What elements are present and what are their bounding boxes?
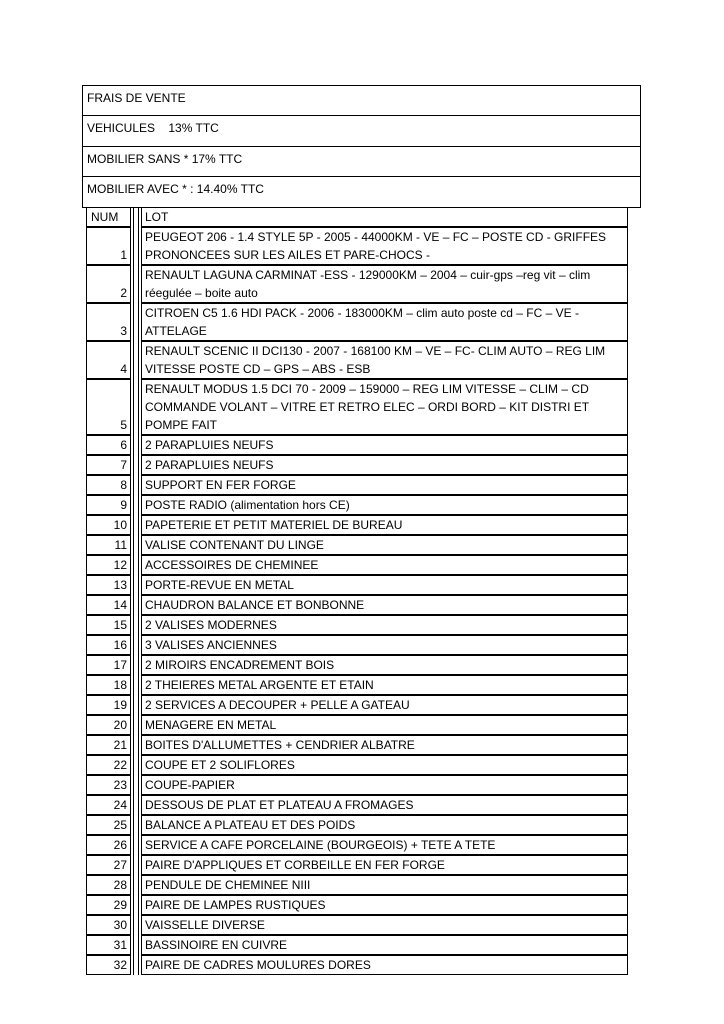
table-row <box>86 895 628 915</box>
lot-number: 25 <box>86 815 131 835</box>
fee-furniture-with: MOBILIER AVEC * : 14.40% TTC <box>87 181 264 196</box>
lot-description: POSTE RADIO (alimentation hors CE) <box>141 495 628 515</box>
table-row <box>86 655 628 675</box>
lot-number: 23 <box>86 775 131 795</box>
lot-description: BOITES D'ALLUMETTES + CENDRIER ALBATRE <box>141 735 628 755</box>
lot-number: 17 <box>86 655 131 675</box>
lot-number: 11 <box>86 535 131 555</box>
table-row <box>86 515 628 535</box>
table-row <box>86 715 628 735</box>
lot-number: 2 <box>86 265 131 303</box>
lot-description: PAPETERIE ET PETIT MATERIEL DE BUREAU <box>141 515 628 535</box>
lot-description: PORTE-REVUE EN METAL <box>141 575 628 595</box>
table-row <box>86 455 628 475</box>
table-row <box>86 835 628 855</box>
lot-number: 3 <box>86 303 131 341</box>
num-header: NUM <box>86 207 131 227</box>
table-row <box>86 935 628 955</box>
lot-number: 14 <box>86 595 131 615</box>
lot-description: SERVICE A CAFE PORCELAINE (BOURGEOIS) + TETE A TETE <box>141 835 628 855</box>
fee-title: FRAIS DE VENTE <box>83 86 640 116</box>
lot-number: 32 <box>86 955 131 975</box>
lot-description: BASSINOIRE EN CUIVRE <box>141 935 628 955</box>
lot-number: 16 <box>86 635 131 655</box>
table-row <box>86 755 628 775</box>
lot-number: 21 <box>86 735 131 755</box>
table-row <box>86 855 628 875</box>
lot-description: RENAULT SCENIC II DCI130 - 2007 - 168100 KM – VE – FC- CLIM AUTO – REG LIM VITESSE POSTE CD – GPS – ABS - ESB <box>141 341 628 379</box>
lot-description: 2 THEIERES METAL ARGENTE ET ETAIN <box>141 675 628 695</box>
lot-number: 8 <box>86 475 131 495</box>
table-row <box>86 379 628 435</box>
lot-number: 6 <box>86 435 131 455</box>
lot-number: 29 <box>86 895 131 915</box>
lot-description: COUPE ET 2 SOLIFLORES <box>141 755 628 775</box>
table-row <box>86 535 628 555</box>
lot-description: 3 VALISES ANCIENNES <box>141 635 628 655</box>
fee-vehicles: VEHICULES 13% TTC <box>83 116 640 146</box>
lot-number: 13 <box>86 575 131 595</box>
table-row <box>86 575 628 595</box>
lot-description: PAIRE DE CADRES MOULURES DORES <box>141 955 628 975</box>
lot-number: 15 <box>86 615 131 635</box>
lot-number: 31 <box>86 935 131 955</box>
table-row <box>86 227 628 265</box>
lot-description: 2 VALISES MODERNES <box>141 615 628 635</box>
lot-description: CHAUDRON BALANCE ET BONBONNE <box>141 595 628 615</box>
lot-description: COUPE-PAPIER <box>141 775 628 795</box>
table-row <box>86 775 628 795</box>
lot-description: SUPPORT EN FER FORGE <box>141 475 628 495</box>
table-row <box>86 341 628 379</box>
table-row <box>86 635 628 655</box>
lot-description: DESSOUS DE PLAT ET PLATEAU A FROMAGES <box>141 795 628 815</box>
table-row <box>86 815 628 835</box>
lot-description: RENAULT LAGUNA CARMINAT -ESS - 129000KM – 2004 – cuir-gps –reg vit – clim réegulée – boite auto <box>141 265 628 303</box>
table-row <box>86 915 628 935</box>
table-row <box>86 265 628 303</box>
lot-description: VALISE CONTENANT DU LINGE <box>141 535 628 555</box>
lot-description: 2 PARAPLUIES NEUFS <box>141 435 628 455</box>
lot-number: 30 <box>86 915 131 935</box>
lot-description: VAISSELLE DIVERSE <box>141 915 628 935</box>
lot-description: 2 PARAPLUIES NEUFS <box>141 455 628 475</box>
lot-number: 12 <box>86 555 131 575</box>
lot-number: 20 <box>86 715 131 735</box>
lot-description: 2 MIROIRS ENCADREMENT BOIS <box>141 655 628 675</box>
lots-table <box>86 207 628 975</box>
table-row <box>86 435 628 455</box>
lot-number: 10 <box>86 515 131 535</box>
lot-description: PAIRE DE LAMPES RUSTIQUES <box>141 895 628 915</box>
lot-description: PAIRE D'APPLIQUES ET CORBEILLE EN FER FORGE <box>141 855 628 875</box>
fee-furniture-without: MOBILIER SANS * 17% TTC <box>83 147 640 177</box>
table-row <box>86 795 628 815</box>
lot-header: LOT <box>141 207 628 227</box>
lot-number: 5 <box>86 379 131 435</box>
lot-description: MENAGERE EN METAL <box>141 715 628 735</box>
table-row <box>86 495 628 515</box>
lot-number: 18 <box>86 675 131 695</box>
lot-number: 28 <box>86 875 131 895</box>
lot-number: 1 <box>86 227 131 265</box>
lot-description: CITROEN C5 1.6 HDI PACK - 2006 - 183000KM – clim auto poste cd – FC – VE - ATTELAGE <box>141 303 628 341</box>
table-row <box>86 595 628 615</box>
lot-description: PEUGEOT 206 - 1.4 STYLE 5P - 2005 - 44000KM - VE – FC – POSTE CD - GRIFFES PRONONCEES SUR LES AILES ET PARE-CHOCS - <box>141 227 628 265</box>
lot-description: ACCESSOIRES DE CHEMINEE <box>141 555 628 575</box>
lot-description: PENDULE DE CHEMINEE NIII <box>141 875 628 895</box>
table-header-row <box>86 207 628 227</box>
lot-number: 19 <box>86 695 131 715</box>
lot-number: 24 <box>86 795 131 815</box>
lot-number: 27 <box>86 855 131 875</box>
lot-description: RENAULT MODUS 1.5 DCI 70 - 2009 – 159000 – REG LIM VITESSE – CLIM – CD COMMANDE VOLANT – VITRE ET RETRO ELEC – ORDI BORD – KIT DISTRI ET POMPE FAIT <box>141 379 628 435</box>
lot-number: 7 <box>86 455 131 475</box>
lot-number: 4 <box>86 341 131 379</box>
lot-description: BALANCE A PLATEAU ET DES POIDS <box>141 815 628 835</box>
sale-fees-box <box>82 85 641 208</box>
lot-number: 26 <box>86 835 131 855</box>
table-row <box>86 735 628 755</box>
table-row <box>86 615 628 635</box>
lot-description: 2 SERVICES A DECOUPER + PELLE A GATEAU <box>141 695 628 715</box>
lot-number: 22 <box>86 755 131 775</box>
table-row <box>86 955 628 975</box>
table-row <box>86 875 628 895</box>
table-row <box>86 675 628 695</box>
lot-number: 9 <box>86 495 131 515</box>
table-row <box>86 695 628 715</box>
table-row <box>86 303 628 341</box>
table-row <box>86 475 628 495</box>
table-row <box>86 555 628 575</box>
